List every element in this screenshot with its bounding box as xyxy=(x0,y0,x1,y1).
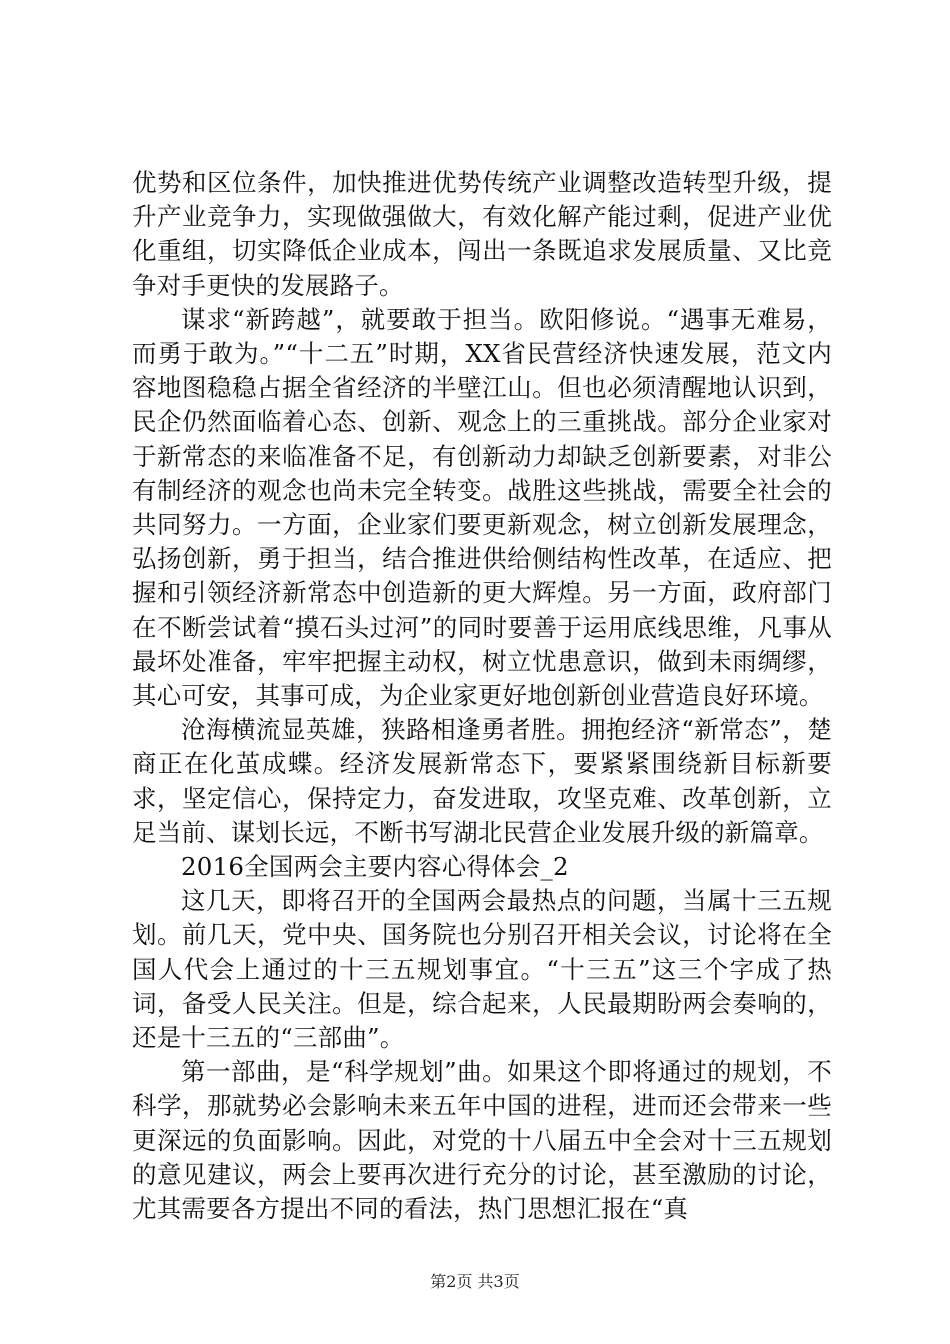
page-number-label: 第2页 共3页 xyxy=(430,1272,520,1291)
paragraph-4: 这几天，即将召开的全国两会最热点的问题，当属十三五规划。前几天，党中央、国务院也分别召开相关会议，讨论将在全国人代会上通过的十三五规划事宜。“十三五”这三个字成了热词，备受人民关注。但是，综合起来，人民最期盼两会奏响的，还是十三五的“三部曲”。 xyxy=(132,886,832,1053)
page-footer xyxy=(0,1272,950,1292)
paragraph-0: 优势和区位条件，加快推进优势传统产业调整改造转型升级，提升产业竞争力，实现做强做大，有效化解产能过剩，促进产业优化重组，切实降低企业成本，闯出一条既追求发展质量、又比竞争对手更快的发展路子。 xyxy=(132,168,832,300)
document-body xyxy=(132,166,832,1226)
section-heading: 2016全国两会主要内容心得体会_2 xyxy=(181,852,569,882)
paragraph-5: 第一部曲，是“科学规划”曲。如果这个即将通过的规划，不科学，那就势必会影响未来五年中国的进程，进而还会带来一些更深远的负面影响。因此，对党的十八届五中全会对十三五规划的意见建议，两会上要再次进行充分的讨论，甚至激励的讨论，尤其需要各方提出不同的看法，热门思想汇报在“真 xyxy=(132,1057,832,1224)
paragraph-2: 沧海横流显英雄，狭路相逢勇者胜。拥抱经济“新常态”，楚商正在化茧成蝶。经济发展新常态下，要紧紧围绕新目标新要求，坚定信心，保持定力，奋发进取，攻坚克难、改革创新，立足当前、谋划长远，不断书写湖北民营企业发展升级的新篇章。 xyxy=(132,715,832,847)
paragraph-1: 谋求“新跨越”，就要敢于担当。欧阳修说。“遇事无难易，而勇于敢为。”“十二五”时期，XX省民营经济快速发展，范文内容地图稳稳占据全省经济的半壁江山。但也必须清醒地认识到，民企仍然面临着心态、创新、观念上的三重挑战。部分企业家对于新常态的来临准备不足，有创新动力却缺乏创新要素，对非公有制经济的观念也尚未完全转变。战胜这些挑战，需要全社会的共同努力。一方面，企业家们要更新观念，树立创新发展理念，弘扬创新，勇于担当，结合推进供给侧结构性改革，在适应、把握和引领经济新常态中创造新的更大辉煌。另一方面，政府部门在不断尝试着“摸石头过河”的同时要善于运用底线思维，凡事从最坏处准备，牢牢把握主动权，树立忧患意识，做到未雨绸缪，其心可安，其事可成，为企业家更好地创新创业营造良好环境。 xyxy=(132,304,832,711)
